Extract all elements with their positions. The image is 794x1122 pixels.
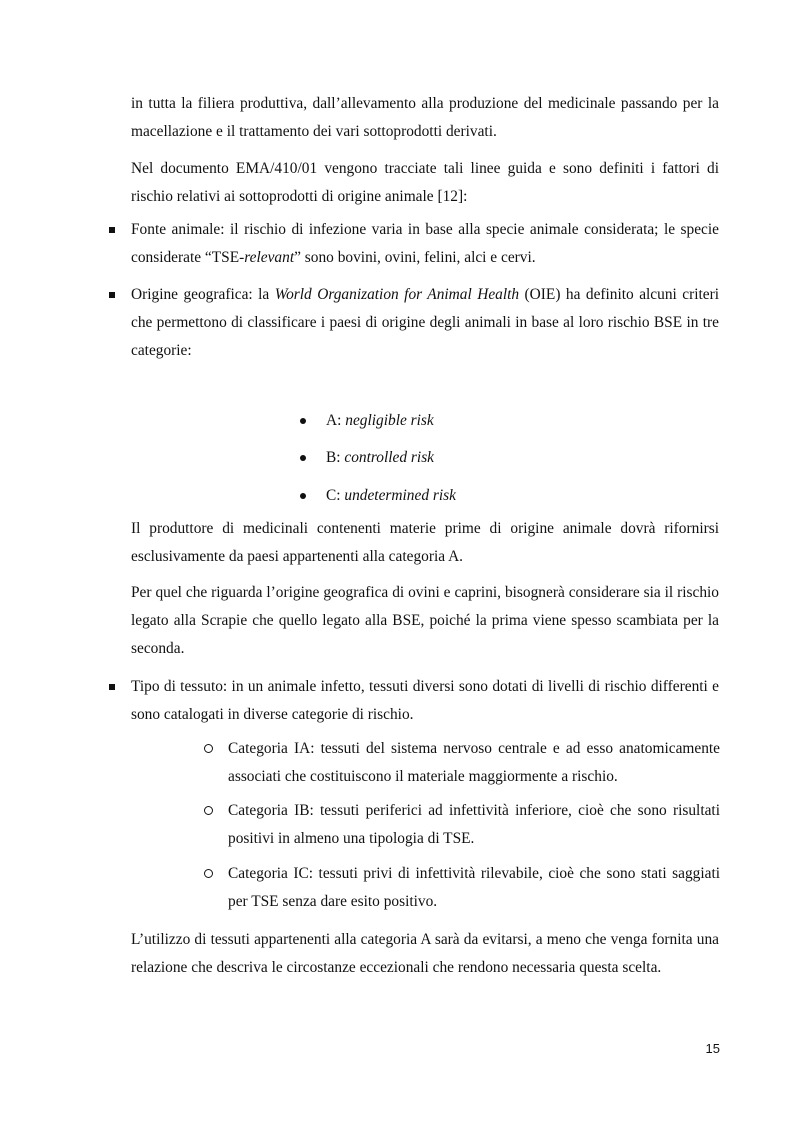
bullet-geographic-origin <box>131 281 719 365</box>
paragraph-scrapie-bse: Per quel che riguarda l’origine geografica di ovini e caprini, bisognerà considerare sia il rischio legato alla Scrapie che quello legato alla BSE, poiché la prima viene spesso scambiata per la seconda. <box>131 584 719 657</box>
square-bullet-icon <box>109 292 115 298</box>
bullet-animal-source <box>131 216 719 272</box>
bullet-tissue-type <box>131 673 719 729</box>
circle-bullet-icon <box>204 806 213 815</box>
tissue-category-text: Categoria IC: tessuti privi di infettività rilevabile, cioè che sono stati saggiati per TSE senza dare esito positivo. <box>228 865 720 910</box>
square-bullet-icon <box>109 227 115 233</box>
bullet-text-part: Origine geografica: la <box>131 286 275 303</box>
tissue-category-text: Categoria IB: tessuti periferici ad infettività inferiore, cioè che sono risultati positivi in almeno una tipologia di TSE. <box>228 802 720 847</box>
bullet-italic-term: relevant <box>244 249 295 266</box>
risk-category-label: undetermined risk <box>344 487 456 504</box>
risk-category-letter: B: <box>326 449 345 466</box>
circle-bullet-icon <box>204 744 213 753</box>
paragraph-category-a-supply: Il produttore di medicinali contenenti materie prime di origine animale dovrà rifornirsi esclusivamente da paesi appartenenti alla categoria A. <box>131 520 719 565</box>
dot-bullet-icon <box>300 493 306 499</box>
risk-category-letter: C: <box>326 487 345 504</box>
page-number: 15 <box>705 1041 720 1056</box>
bullet-text-part: ” sono bovini, ovini, felini, alci e cervi. <box>294 249 536 266</box>
risk-category-letter: A: <box>326 412 346 429</box>
paragraph-closing: L’utilizzo di tessuti appartenenti alla categoria A sarà da evitarsi, a meno che venga fornita una relazione che descriva le circostanze eccezionali che rendono necessaria questa scelta. <box>131 931 719 976</box>
tissue-category-text: Categoria IA: tessuti del sistema nervoso centrale e ad esso anatomicamente associati che costituiscono il materiale maggiormente a rischio. <box>228 740 720 785</box>
bullet-text-part: Fonte animale: il rischio di infezione varia in base alla specie animale considerata; le specie considerate “TSE- <box>131 221 719 266</box>
risk-category-label: controlled risk <box>344 449 435 466</box>
risk-category-label: negligible risk <box>345 412 434 429</box>
paragraph-intro-continued: in tutta la filiera produttiva, dall’allevamento alla produzione del medicinale passando per la macellazione e il trattamento dei vari sottoprodotti derivati. <box>131 95 719 140</box>
dot-bullet-icon <box>300 455 306 461</box>
paragraph-ema-guidelines: Nel documento EMA/410/01 vengono tracciate tali linee guida e sono definiti i fattori di rischio relativi ai sottoprodotti di origine animale [12]: <box>131 160 719 205</box>
bullet-text-part: (OIE) ha definito alcuni criteri che permettono di classificare i paesi di origine degli animali in base al loro rischio BSE in tre categorie: <box>131 286 719 359</box>
circle-bullet-icon <box>204 869 213 878</box>
dot-bullet-icon <box>300 418 306 424</box>
square-bullet-icon <box>109 684 115 690</box>
bullet-italic-term: World Organization for Animal Health <box>274 286 520 303</box>
bullet-text-part: Tipo di tessuto: in un animale infetto, tessuti diversi sono dotati di livelli di rischio differenti e sono catalogati in diverse categorie di rischio. <box>131 678 719 723</box>
